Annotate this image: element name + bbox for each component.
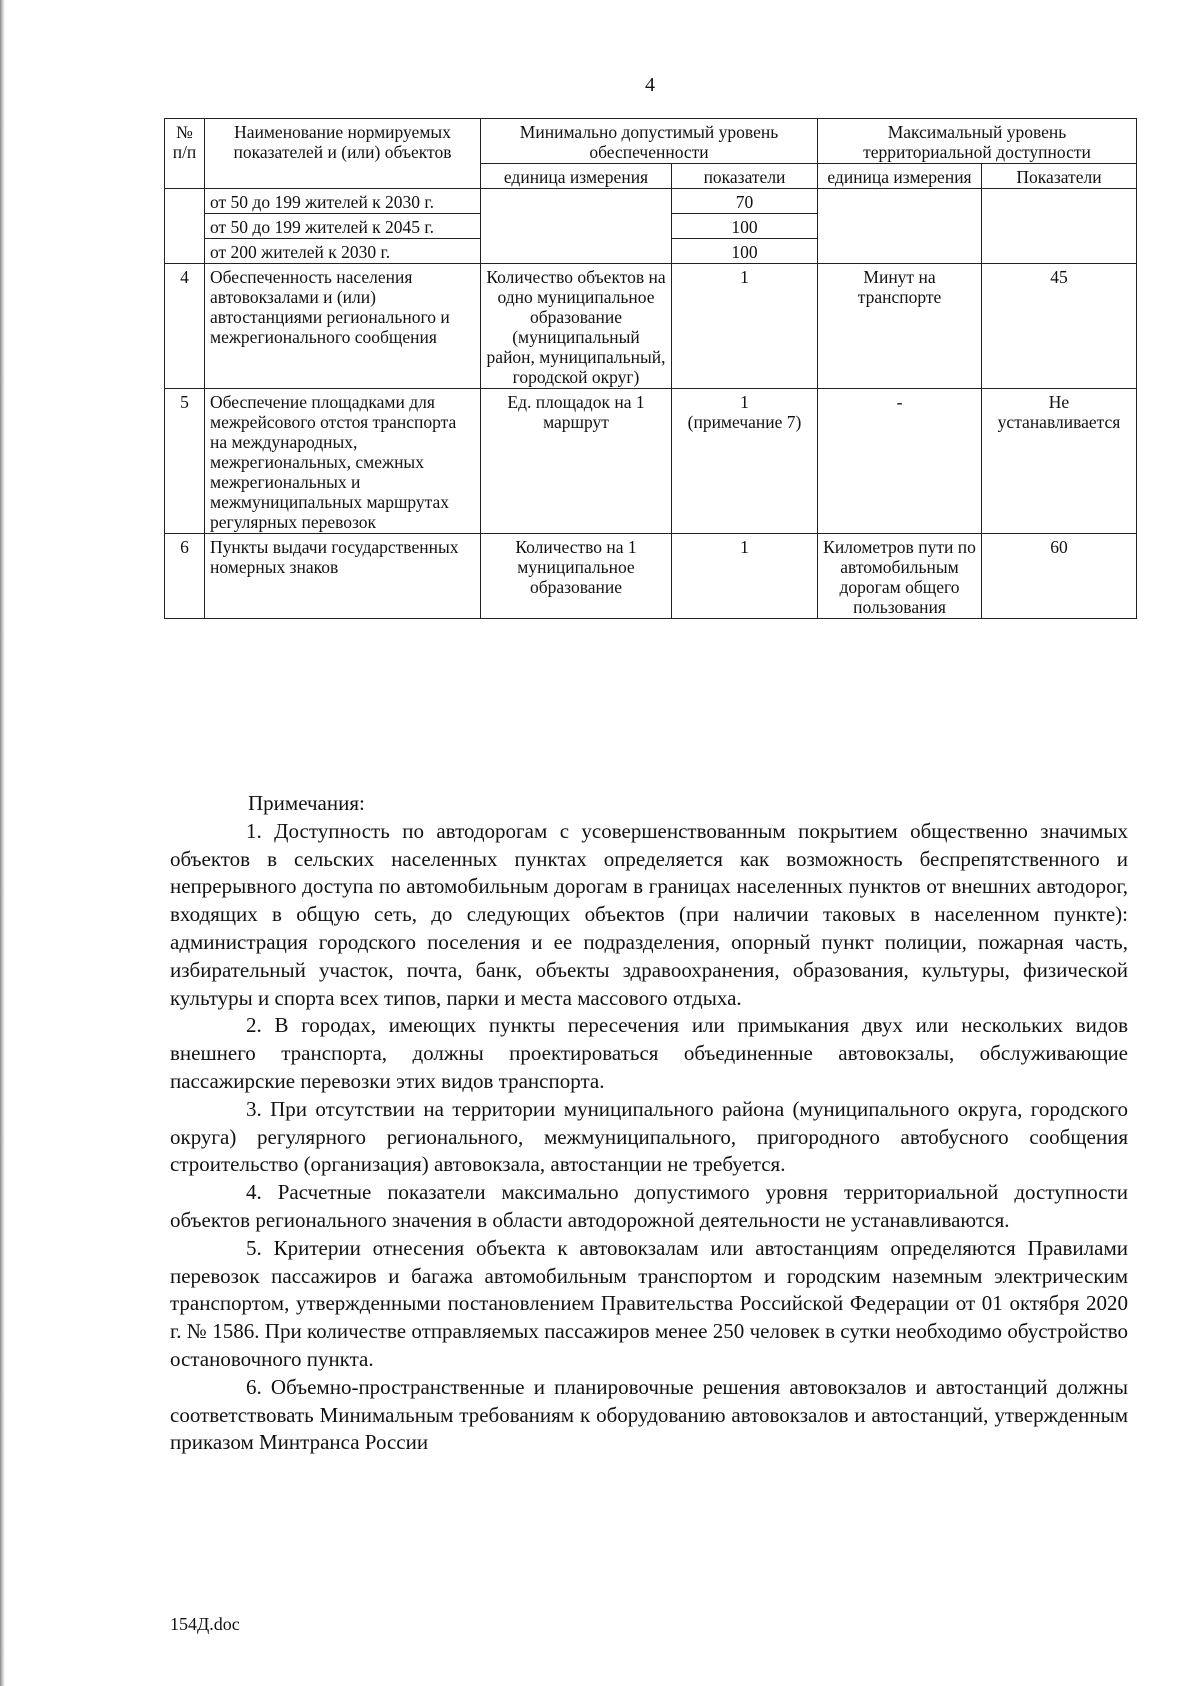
header-num: № п/п — [165, 119, 205, 189]
table-row — [165, 264, 1137, 389]
row-max-unit: - — [818, 389, 982, 534]
row-min-value: 1 — [672, 264, 818, 389]
row-min-value: 1 — [740, 392, 749, 412]
continued-value: 70 — [672, 189, 818, 214]
header-max-value: Показатели — [982, 164, 1137, 189]
page-number: 4 — [645, 74, 655, 96]
row-max-unit: Минут на транспорте — [818, 264, 982, 389]
continued-unit-cell — [481, 189, 672, 264]
note-paragraph: 2. В городах, имеющих пункты пересечения или примыкания двух или нескольких видов внешнего транспорта, должны проектироваться объединенные автовокзалы, обслуживающие пассажирские перевозки этих видов транспорта. — [170, 1013, 1128, 1093]
row-min-value-cell — [672, 389, 818, 534]
continued-value: 100 — [672, 214, 818, 239]
header-max-unit: единица измерения — [818, 164, 982, 189]
row-min-unit: Ед. площадок на 1 маршрут — [481, 389, 672, 534]
footer-filename: 154Д.doc — [170, 1614, 240, 1634]
row-max-value: 45 — [982, 264, 1137, 389]
continued-value: 100 — [672, 239, 818, 264]
continued-num-cell — [165, 189, 205, 264]
header-min-value: показатели — [672, 164, 818, 189]
note-paragraph: 4. Расчетные показатели максимально допустимого уровня территориальной доступности объектов регионального значения в области автодорожной деятельности не устанавливаются. — [170, 1180, 1128, 1232]
row-num: 5 — [165, 389, 205, 534]
notes-title: Примечания: — [248, 791, 365, 815]
continued-name: от 50 до 199 жителей к 2045 г. — [205, 214, 481, 239]
row-max-unit: Километров пути по автомобильным дорогам общего пользования — [818, 534, 982, 619]
table-row — [165, 389, 1137, 534]
row-min-value: 1 — [672, 534, 818, 619]
norms-table — [164, 118, 1137, 619]
table-row — [165, 534, 1137, 619]
table-row — [165, 189, 1137, 214]
continued-name: от 50 до 199 жителей к 2030 г. — [205, 189, 481, 214]
row-max-value: Не устанавливается — [982, 389, 1137, 534]
row-min-value-note: (примечание 7) — [687, 412, 802, 432]
header-min-unit: единица измерения — [481, 164, 672, 189]
note-paragraph: 1. Доступность по автодорогам с усовершенствованным покрытием общественно значимых объектов в сельских населенных пунктах определяется как возможность беспрепятственного и непрерывного доступа по автомобильным дорогам в границах населенных пунктов от внешних автодорог, входящих в общую сеть, до следующих объектов (при наличии таковых в населенном пункте): администрация городского поселения и ее подразделения, опорный пункт полиции, пожарная часть, избирательный участок, почта, банк, объекты здравоохранения, образования, культуры, физической культуры и спорта всех типов, парки и места массового отдыха. — [170, 818, 1128, 1010]
row-min-unit: Количество объектов на одно муниципальное образование (муниципальный район, муниципальный, городской округ) — [481, 264, 672, 389]
row-max-value: 60 — [982, 534, 1137, 619]
scan-edge — [0, 0, 5, 1686]
note-paragraph: 6. Объемно-пространственные и планировочные решения автовокзалов и автостанций должны соответствовать Минимальным требованиям к оборудованию автовокзалов и автостанций, утвержденным приказом Минтранса России — [170, 1374, 1128, 1455]
row-min-unit: Количество на 1 муниципальное образование — [481, 534, 672, 619]
note-paragraph: 3. При отсутствии на территории муниципального района (муниципального округа, городского округа) регулярного регионального, межмуниципального, пригородного автобусного сообщения строительство (организация) автовокзала, автостанции не требуется. — [170, 1096, 1128, 1177]
notes-section — [170, 790, 1128, 1457]
table-header-row — [165, 119, 1137, 164]
note-paragraph: 5. Критерии отнесения объекта к автовокзалам или автостанциям определяются Правилами перевозок пассажиров и багажа автомобильным транспортом и городским наземным электрическим транспортом, утвержденными постановлением Правительства Российской Федерации от 01 октября 2020 г. № 1586. При количестве отправляемых пассажиров менее 250 человек в сутки необходимо обустройство остановочного пункта. — [170, 1235, 1128, 1371]
header-min-level: Минимально допустимый уровень обеспеченности — [481, 119, 818, 164]
row-name: Обеспеченность населения автовокзалами и (или) автостанциями регионального и межрегионального сообщения — [205, 264, 481, 389]
row-name: Обеспечение площадками для межрейсового отстоя транспорта на международных, межрегиональных, смежных межрегиональных и межмуниципальных маршрутах регулярных перевозок — [205, 389, 481, 534]
row-num: 6 — [165, 534, 205, 619]
continued-max-unit-cell — [818, 189, 982, 264]
header-max-level: Максимальный уровень территориальной доступности — [818, 119, 1137, 164]
continued-max-value-cell — [982, 189, 1137, 264]
header-name: Наименование нормируемых показателей и (или) объектов — [205, 119, 481, 189]
continued-name: от 200 жителей к 2030 г. — [205, 239, 481, 264]
row-num: 4 — [165, 264, 205, 389]
row-name: Пункты выдачи государственных номерных знаков — [205, 534, 481, 619]
